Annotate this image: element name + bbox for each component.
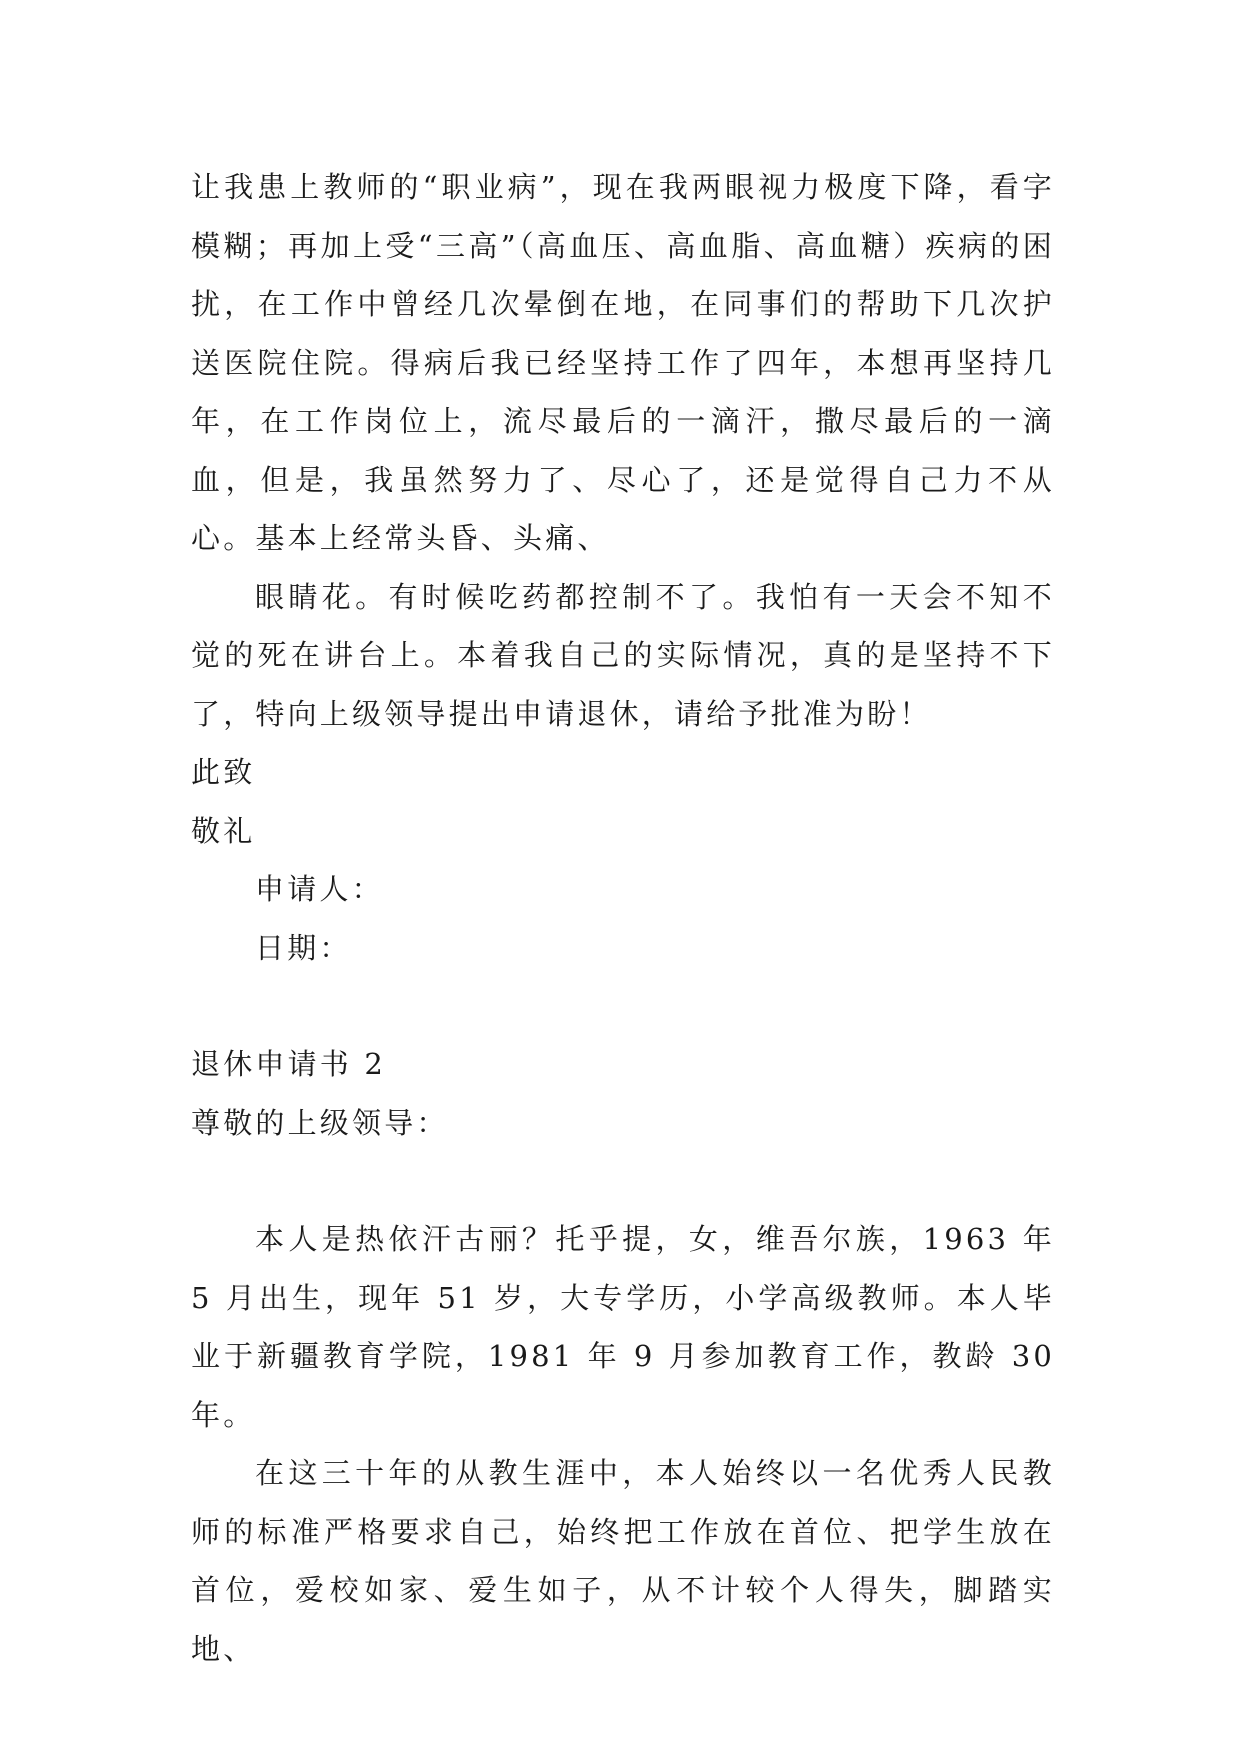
section2-title: 退休申请书 2 xyxy=(191,1047,387,1081)
document-page xyxy=(191,158,1055,1678)
applicant-label: 申请人： xyxy=(255,872,384,906)
date-label: 日期： xyxy=(255,930,352,965)
continuation-paragraph-2: 眼睛花。有时候吃药都控制不了。我怕有一天会不知不觉的死在讲台上。本着我自己的实际情况，真的是坚持不下了，特向上级领导提出申请退休，请给予批准为盼！ xyxy=(191,579,1055,731)
section2-paragraph-2: 在这三十年的从教生涯中，本人始终以一名优秀人民教师的标准严格要求自己，始终把工作放在首位、把学生放在首位，爱校如家、爱生如子，从不计较个人得失，脚踏实地、 xyxy=(191,1456,1055,1666)
closing-line-1: 此致 xyxy=(191,755,256,789)
spacer xyxy=(191,1152,1055,1210)
closing-line-2: 敬礼 xyxy=(191,813,256,848)
section2-paragraph-1: 本人是热依汗古丽？托乎提，女，维吾尔族，1963 年 5 月出生，现年 51 岁，大专学历，小学高级教师。本人毕业于新疆教育学院，1981 年 9 月参加教育工作，教龄 30 年。 xyxy=(191,1222,1055,1432)
section2-salutation: 尊敬的上级领导： xyxy=(191,1105,449,1140)
continuation-paragraph-1: 让我患上教师的“职业病”，现在我两眼视力极度下降，看字模糊；再加上受“三高”（高血压、高血脂、高血糖）疾病的困扰，在工作中曾经几次晕倒在地，在同事们的帮助下几次护送医院住院。得病后我已经坚持工作了四年，本想再坚持几年，在工作岗位上，流尽最后的一滴汗，撒尽最后的一滴血，但是，我虽然努力了、尽心了，还是觉得自己力不从心。基本上经常头昏、头痛、 xyxy=(191,170,1055,555)
spacer xyxy=(191,977,1055,1035)
